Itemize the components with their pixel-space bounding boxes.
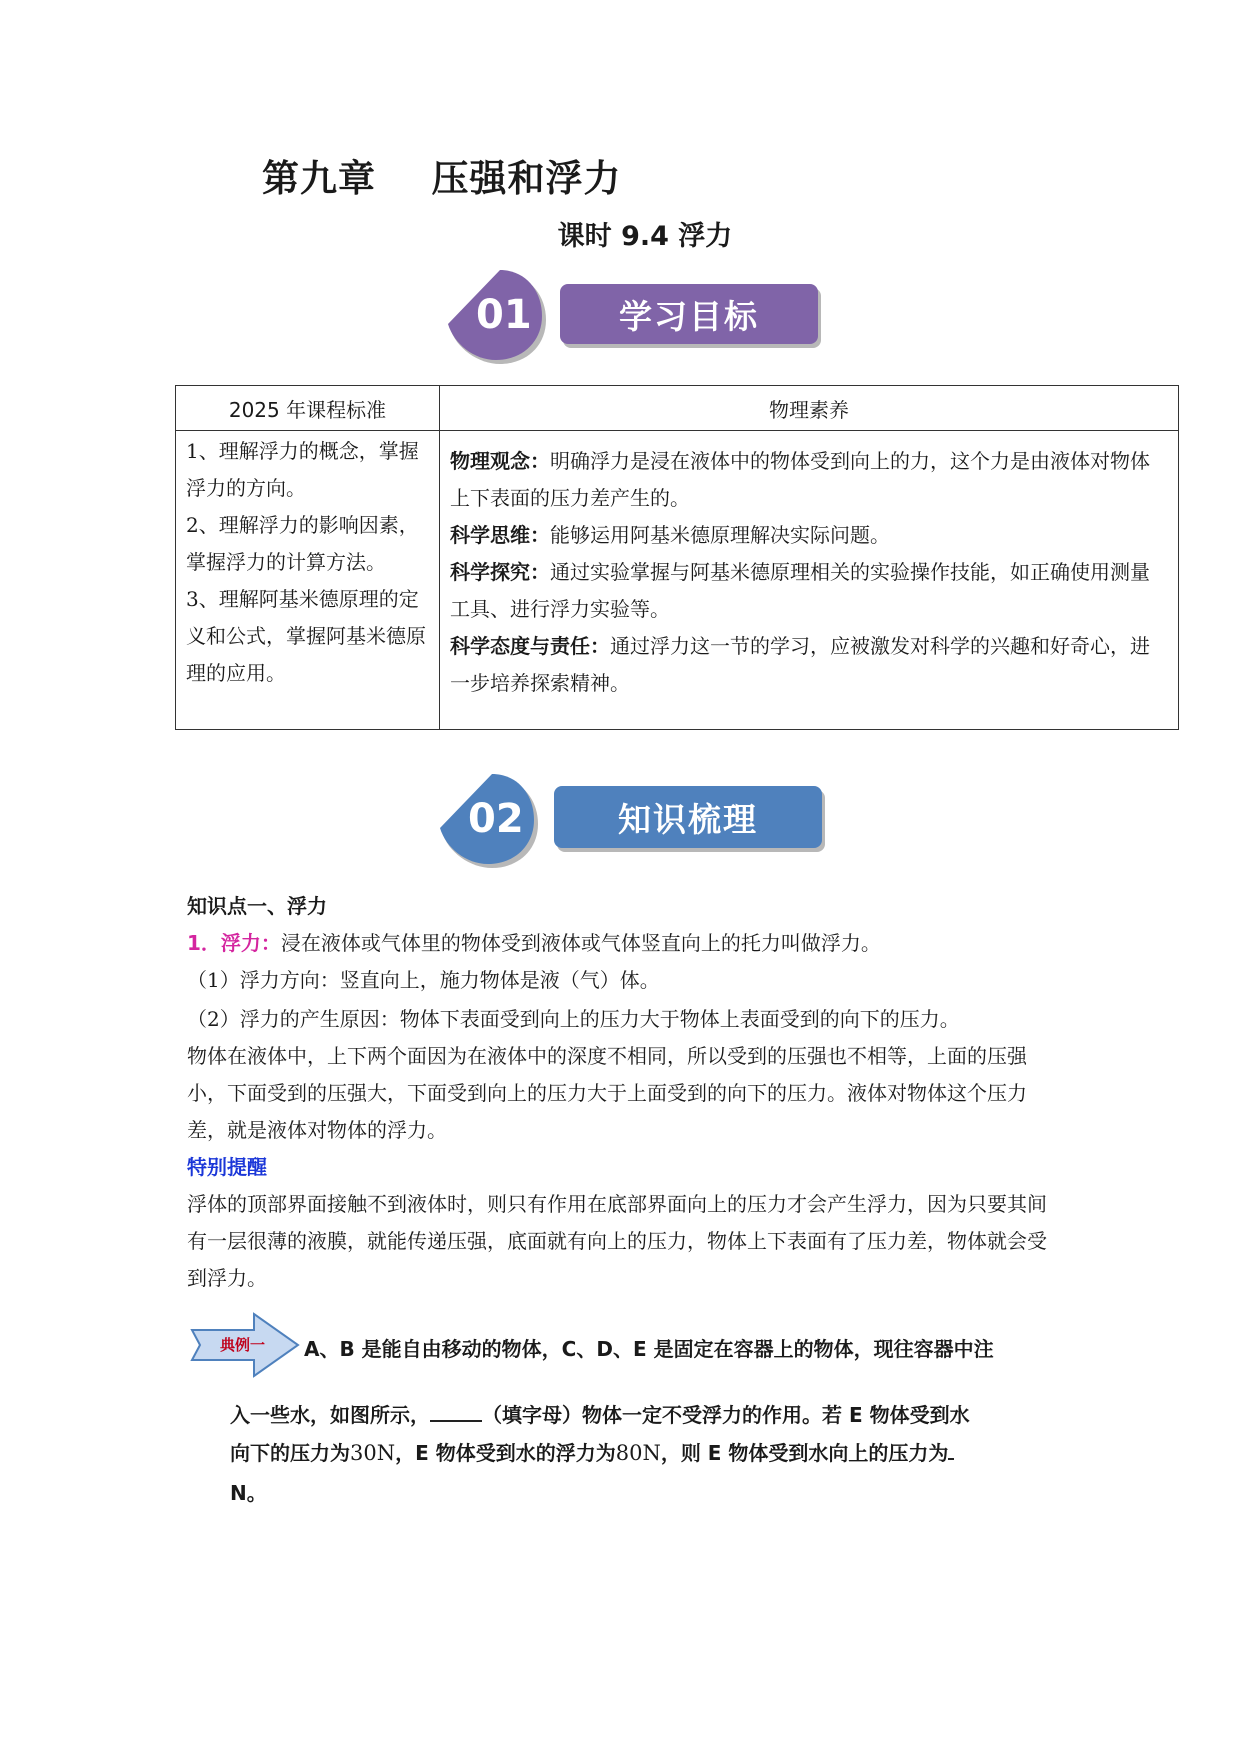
banner-number: 02 xyxy=(468,796,524,842)
example-question-body xyxy=(230,1396,1070,1512)
section-banner-knowledge xyxy=(440,772,830,872)
literacy-label: 科学探究： xyxy=(450,560,550,584)
table-header-literacy: 物理素养 xyxy=(440,386,1179,431)
definition xyxy=(187,925,1047,962)
banner-number: 01 xyxy=(476,292,532,338)
table-header-row xyxy=(176,386,1179,431)
example-text-segment: 向下的压力为 xyxy=(230,1441,350,1465)
reminder-text: 浮体的顶部界面接触不到液体时，则只有作用在底部界面向上的压力才会产生浮力，因为只要其间有一层很薄的液膜，就能传递压强，底面就有向上的压力，物体上下表面有了压力差，物体就会受到浮力。 xyxy=(187,1192,1047,1290)
example-line xyxy=(230,1434,1070,1472)
example-text-segment: ，则 E 物体受到水向上的压力为 xyxy=(660,1441,949,1465)
example-text-segment: ，E 物体受到水的浮力为 xyxy=(395,1441,616,1465)
literacy-text: 能够运用阿基米德原理解决实际问题。 xyxy=(550,523,890,547)
example-tag-label: 典例一 xyxy=(220,1336,266,1354)
example-line xyxy=(230,1396,1070,1434)
answer-blank xyxy=(948,1436,954,1460)
standard-item: 1、理解浮力的概念，掌握浮力的方向。 xyxy=(186,439,419,500)
example-line: N。 xyxy=(230,1481,267,1505)
knowledge-point-title: 知识点一、浮力 xyxy=(187,894,327,918)
literacy-item xyxy=(450,517,1168,554)
banner-label: 知识梳理 xyxy=(554,786,822,848)
literacy-item xyxy=(450,554,1168,628)
literacy-text: 通过实验掌握与阿基米德原理相关的实验操作技能，如正确使用测量工具、进行浮力实验等。 xyxy=(450,560,1150,621)
literacy-label: 科学思维： xyxy=(450,523,550,547)
banner-label: 学习目标 xyxy=(560,284,818,344)
literacy-item xyxy=(450,443,1168,517)
knowledge-item: （2）浮力的产生原因：物体下表面受到向上的压力大于物体上表面受到的向下的压力。 xyxy=(187,1007,960,1031)
literacy-item xyxy=(450,628,1168,702)
knowledge-section xyxy=(187,888,1047,1297)
standards-cell xyxy=(176,431,440,730)
example-text-segment: 入一些水，如图所示， xyxy=(230,1403,430,1427)
learning-goals-table xyxy=(175,385,1179,730)
pressure-value: 30N xyxy=(350,1441,396,1465)
buoyancy-value: 80N xyxy=(615,1441,661,1465)
standard-item: 3、理解阿基米德原理的定义和公式，掌握阿基米德原理的应用。 xyxy=(186,587,426,685)
literacy-text: 明确浮力是浸在液体中的物体受到向上的力，这个力是由液体对物体上下表面的压力差产生的。 xyxy=(450,449,1150,510)
knowledge-paragraph: 物体在液体中，上下两个面因为在液体中的深度不相同，所以受到的压强也不相等，上面的压强小，下面受到的压强大，下面受到向上的压力大于上面受到的向下的压力。液体对物体这个压力差，就是液体对物体的浮力。 xyxy=(187,1044,1027,1142)
table-header-standards: 2025 年课程标准 xyxy=(176,386,440,431)
lesson-title: 课时 9.4 浮力 xyxy=(557,221,733,252)
example-question-line1: A、B 是能自由移动的物体，C、D、E 是固定在容器上的物体，现往容器中注 xyxy=(304,1337,994,1361)
definition-label: 1．浮力： xyxy=(187,931,281,955)
section-banner-learning-goals xyxy=(448,268,828,368)
table-row xyxy=(176,431,1179,730)
chapter-title: 第九章 压强和浮力 xyxy=(262,157,622,200)
literacy-label: 物理观念： xyxy=(450,449,550,473)
example-text-segment: （填字母）物体一定不受浮力的作用。若 E 物体受到水 xyxy=(482,1403,970,1427)
literacy-cell xyxy=(440,431,1179,730)
reminder-title: 特别提醒 xyxy=(187,1155,267,1179)
definition-text: 浸在液体或气体里的物体受到液体或气体竖直向上的托力叫做浮力。 xyxy=(280,931,881,955)
literacy-text: 通过浮力这一节的学习，应被激发对科学的兴趣和好奇心，进一步培养探索精神。 xyxy=(450,634,1150,695)
literacy-label: 科学态度与责任： xyxy=(450,634,610,658)
example-tag xyxy=(190,1312,302,1378)
knowledge-item: （1）浮力方向：竖直向上，施力物体是液（气）体。 xyxy=(187,968,660,992)
standard-item: 2、理解浮力的影响因素，掌握浮力的计算方法。 xyxy=(186,513,419,574)
answer-blank xyxy=(430,1398,482,1422)
